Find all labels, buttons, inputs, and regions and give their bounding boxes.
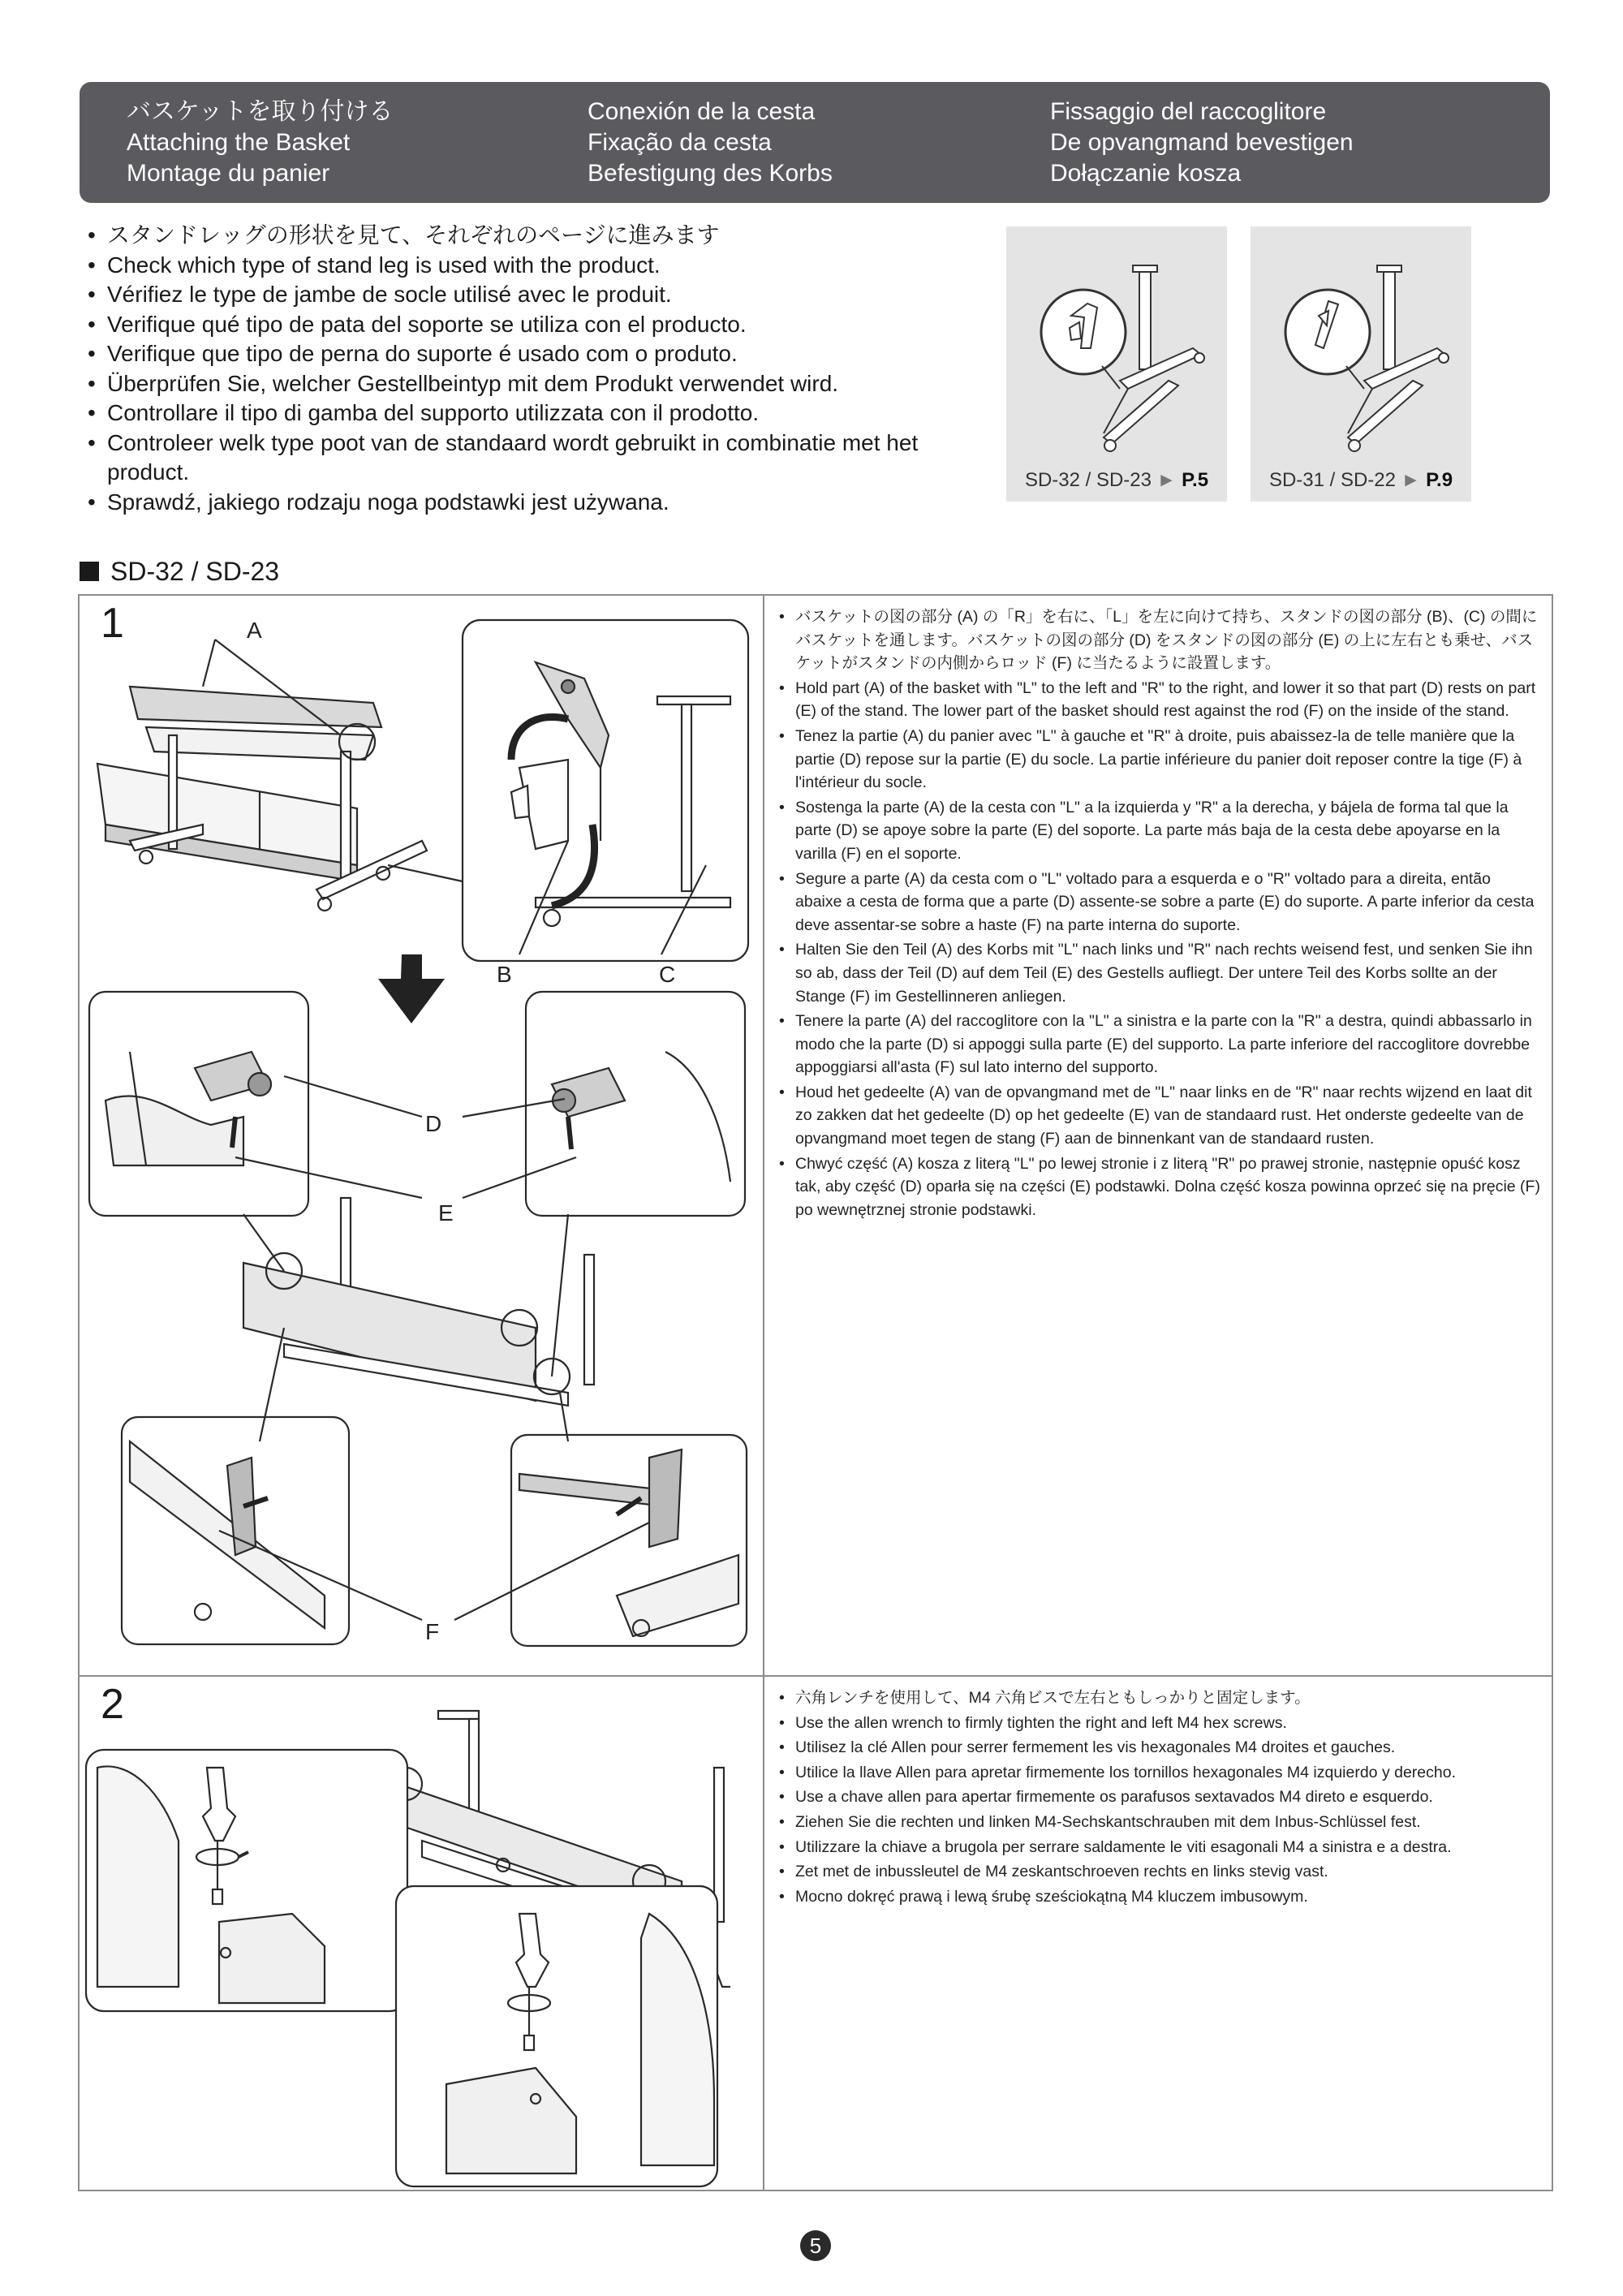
list-item: • Halten Sie den Teil (A) des Korbs mit "L" nach links und "R" nach rechts weisend fest, und senken Sie ihn so ab, dass der Teil (D) auf dem Teil (E) des Gestells aufliegt. Der untere Teil des Korbs sollte an der Stange (F) im Gestellinneren anliegen. — [777, 938, 1540, 1008]
label-c: C — [659, 962, 676, 987]
list-item: • Utilizzare la chiave a brugola per serrare saldamente le viti esagonali M4 a sinistra e a destra. — [777, 1836, 1540, 1859]
label-e: E — [438, 1200, 454, 1226]
list-item: • Controleer welk type poot van de standaard wordt gebruikt in combinatie met het product. — [88, 429, 951, 488]
list-item: • Sprawdź, jakiego rodzaju noga podstawki jest używana. — [88, 488, 980, 518]
leg-card-sd32[interactable] — [1006, 226, 1227, 502]
list-item: • Verifique qué tipo de pata del soporte se utiliza con el producto. — [88, 310, 980, 340]
step1-illustration — [81, 597, 761, 1674]
divider — [78, 1675, 1553, 1677]
list-item: • Tenere la parte (A) del raccoglitore con la "L" a sinistra e la parte con la "R" a destra, quindi abbassarlo in modo che la parte (D) si appoggi sulla parte (E) del supporto. La parte inferiore del raccoglitore dovrebbe appoggiarsi all'asta (F) sul lato interno del supporto. — [777, 1010, 1540, 1079]
title-ja: バスケットを取り付ける — [127, 98, 394, 125]
leg-card-caption — [1251, 469, 1471, 492]
title-nl: De opvangmand bevestigen — [1050, 129, 1354, 156]
label-d: D — [425, 1111, 442, 1136]
list-item: • Use the allen wrench to firmly tighten the right and left M4 hex screws. — [777, 1712, 1540, 1735]
title-pt: Fixação da cesta — [588, 129, 772, 156]
list-item: • Hold part (A) of the basket with "L" to the left and "R" to the right, and lower it so that part (D) rests on part (E) of the stand. The lower part of the basket should rest against the rod (F) on the inside of the stand. — [777, 677, 1540, 723]
title-it: Fissaggio del raccoglitore — [1050, 98, 1327, 125]
title-column-3 — [1050, 97, 1354, 189]
title-column-2 — [588, 97, 833, 189]
stand-leg-illustration — [1251, 226, 1471, 462]
list-item: • 六角レンチを使用して、M4 六角ビスで左右ともしっかりと固定します。 — [777, 1686, 1540, 1710]
step-number: 2 — [101, 1681, 124, 1728]
step-number: 1 — [101, 600, 124, 647]
step2-instructions — [777, 1686, 1540, 1910]
square-bullet-icon — [80, 562, 99, 581]
label-a: A — [247, 618, 262, 643]
check-stand-leg-list — [88, 221, 980, 517]
leg-card-caption — [1006, 469, 1227, 492]
page-ref-link[interactable]: P.5 — [1182, 469, 1209, 491]
page-number: 5 — [800, 2230, 831, 2261]
list-item: • Segure a parte (A) da cesta com o "L" voltado para a esquerda e o "R" voltado para a direita, então abaixe a cesta de forma que a parte (D) assente-se sobre a parte (E) do suporte. A parte inferior da cesta deve assentar-se sobre a haste (F) na parte interna do suporte. — [777, 868, 1540, 937]
list-item: • Chwyć część (A) kosza z literą "L" po lewej stronie i z literą "R" po prawej stronie, następnie opuść kosz tak, aby część (D) oparła się na części (E) podstawki. Dolna część kosza powinna oprzeć się na pręcie (F) po wewnętrznej stronie podstawki. — [777, 1152, 1540, 1222]
list-item: • Mocno dokręć prawą i lewą śrubę sześciokątną M4 kluczem imbusowym. — [777, 1885, 1540, 1909]
list-item: • Utilice la llave Allen para apretar firmemente los tornillos hexagonales M4 izquierdo y derecho. — [777, 1761, 1540, 1785]
list-item: • Sostenga la parte (A) de la cesta con "L" a la izquierda y "R" a la derecha, y bájela de forma tal que la parte (D) se apoye sobre la parte (E) del soporte. La parte más baja de la cesta debe apoyarse en la varilla (F) en el soporte. — [777, 796, 1540, 866]
list-item: • Vérifiez le type de jambe de socle utilisé avec le produit. — [88, 280, 980, 310]
title-en: Attaching the Basket — [127, 129, 351, 156]
list-item: • Houd het gedeelte (A) van de opvangmand met de "L" naar links en de "R" naar rechts wijzend en laat dit zo zakken dat het gedeelte (D) op het gedeelte (E) van de standaard rust. Het onderste gedeelte van de opvangmand moet tegen de stang (F) aan de binnenkant van de standaard rusten. — [777, 1081, 1540, 1151]
page-ref-link[interactable]: P.9 — [1426, 469, 1453, 491]
label-b: B — [497, 962, 512, 987]
title-de: Befestigung des Korbs — [588, 160, 833, 187]
leg-card-sd31[interactable] — [1251, 226, 1471, 502]
list-item: • Controllare il tipo di gamba del supporto utilizzata con il prodotto. — [88, 398, 980, 429]
step1-instructions — [777, 605, 1540, 1223]
stand-leg-illustration — [1006, 226, 1227, 462]
list-item: • バスケットの図の部分 (A) の「R」を右に、「L」を左に向けて持ち、スタンドの図の部分 (B)、(C) の間にバスケットを通します。バスケットの図の部分 (D) をスタンドの図の部分 (E) の上に左右とも乗せ、バスケットがスタンドの内側からロッド (F) に当たるように設置します。 — [777, 605, 1540, 675]
list-item: • Use a chave allen para apertar firmemente os parafusos sextavados M4 direto e esquerdo. — [777, 1786, 1540, 1809]
list-item: • Tenez la partie (A) du panier avec "L" à gauche et "R" à droite, puis abaissez-la de telle manière que la partie (D) repose sur la partie (E) du socle. La partie inférieure du panier doit reposer contre la tige (F) à l'intérieur du socle. — [777, 725, 1540, 795]
list-item: • Check which type of stand leg is used with the product. — [88, 251, 980, 281]
section-title — [80, 555, 279, 588]
leg-model: SD-32 / SD-23 — [1024, 469, 1152, 491]
title-pl: Dołączanie kosza — [1050, 160, 1242, 187]
list-item: • Zet met de inbussleutel de M4 zeskantschroeven rechts en links stevig vast. — [777, 1860, 1540, 1884]
title-banner — [80, 82, 1550, 203]
title-es: Conexión de la cesta — [588, 98, 816, 125]
list-item: • Ziehen Sie die rechten und linken M4-Sechskantschrauben mit dem Inbus-Schlüssel fest. — [777, 1811, 1540, 1834]
arrow-right-icon: ► — [1401, 469, 1421, 491]
title-column-1 — [127, 97, 394, 189]
list-item: • Überprüfen Sie, welcher Gestellbeintyp mit dem Produkt verwendet wird. — [88, 369, 980, 399]
leg-model: SD-31 / SD-22 — [1268, 469, 1396, 491]
divider — [763, 594, 764, 2191]
arrow-right-icon: ► — [1156, 469, 1177, 491]
title-fr: Montage du panier — [127, 160, 330, 187]
list-item: • スタンドレッグの形状を見て、それぞれのページに進みます — [88, 221, 980, 251]
label-f: F — [425, 1619, 440, 1644]
step2-illustration — [81, 1678, 761, 2190]
list-item: • Verifique que tipo de perna do suporte é usado com o produto. — [88, 339, 980, 369]
section-title-text: SD-32 / SD-23 — [110, 557, 280, 586]
list-item: • Utilisez la clé Allen pour serrer fermement les vis hexagonales M4 droites et gauches. — [777, 1736, 1540, 1760]
